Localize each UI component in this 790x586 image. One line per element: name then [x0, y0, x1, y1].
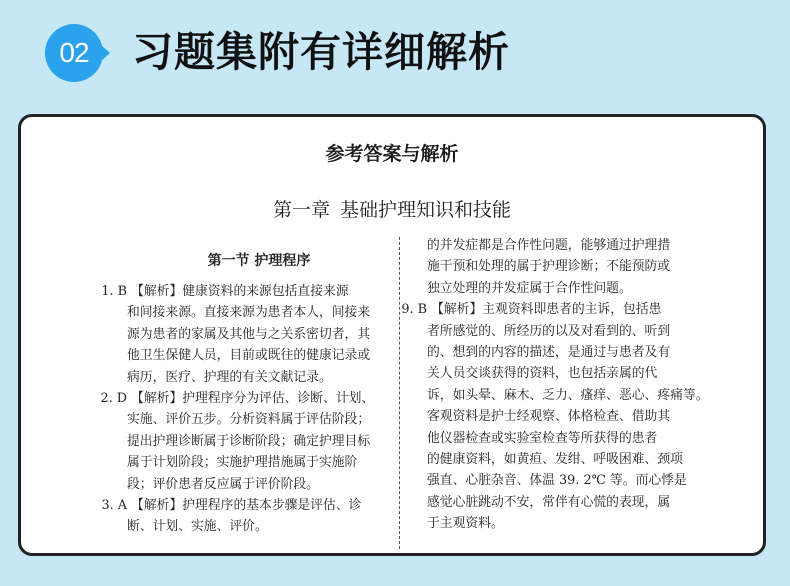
line-text: 和间接来源。直接来源为患者本人，间接来 — [127, 305, 371, 321]
line-text: 的并发症都是合作性问题，能够通过护理措 — [427, 238, 671, 253]
text-line — [401, 321, 701, 342]
text-line — [101, 281, 397, 302]
line-text: 断、计划、实施、评价。 — [127, 519, 268, 535]
line-text: 属于计划阶段；实施护理措施属于实施阶 — [127, 455, 358, 471]
line-text: 提出护理诊断属于诊断阶段；确定护理目标 — [127, 433, 371, 449]
line-text: 病历，医疗、护理的有关文献记录。 — [127, 369, 332, 385]
text-line — [401, 235, 701, 256]
text-line — [401, 363, 701, 384]
line-text: 【解析】护理程序的基本步骤是评估、诊 — [127, 497, 362, 513]
right-column-lines — [401, 235, 709, 534]
line-text: 施干预和处理的属于护理诊断；不能预防或 — [427, 259, 671, 275]
answer-number: 1. B — [101, 284, 127, 299]
text-line — [101, 452, 397, 473]
line-text: 感觉心脏跳动不安，常伴有心慌的表现，属 — [427, 494, 671, 510]
line-text: 段；评价患者反应属于评价阶段。 — [127, 476, 319, 492]
line-text: 独立处理的并发症属于合作性问题。 — [427, 280, 632, 296]
text-line — [101, 302, 397, 323]
line-text: 【解析】护理程序分为评估、诊断、计划、 — [127, 390, 375, 406]
text-line — [101, 409, 397, 430]
text-line — [401, 385, 709, 406]
text-line — [401, 342, 701, 363]
text-line — [401, 406, 701, 427]
text-line — [101, 388, 397, 409]
right-column — [401, 235, 709, 534]
line-text: 诉，如头晕、麻木、乏力、瘙痒、恶心、疼痛等。 — [427, 387, 709, 403]
text-line — [401, 428, 701, 449]
left-column — [101, 241, 397, 538]
text-line — [101, 345, 397, 366]
section-number-badge — [45, 24, 103, 82]
answer-number: 9. B — [401, 302, 427, 318]
line-text: 强直、心脏杂音、体温 39. 2℃ 等。而心悸是 — [427, 473, 687, 489]
text-line — [401, 299, 701, 320]
left-column-lines — [101, 281, 397, 538]
text-line — [101, 516, 397, 537]
text-line — [101, 367, 397, 388]
page-title: 习题集附有详细解析 — [132, 28, 510, 76]
text-line — [401, 256, 701, 277]
line-text: 源为患者的家属及其他与之关系密切者，其 — [127, 326, 371, 342]
text-line — [101, 474, 397, 495]
line-text: 实施、评价五步。分析资料属于评估阶段； — [127, 412, 371, 428]
document-card — [18, 114, 766, 556]
column-divider — [399, 237, 400, 549]
line-text: 他仪器检查或实验室检查等所获得的患者 — [427, 430, 658, 446]
line-text: 的、想到的内容的描述，是通过与患者及有 — [427, 344, 671, 360]
text-line — [401, 449, 701, 470]
text-line — [101, 324, 397, 345]
document-title: 参考答案与解析 — [325, 143, 459, 165]
line-text: 者所感觉的、所经历的以及对看到的、听到 — [427, 323, 671, 339]
answer-number: 3. A — [101, 497, 127, 513]
line-text: 他卫生保健人员，目前或既往的健康记录或 — [127, 348, 371, 364]
answer-number: 2. D — [100, 390, 127, 406]
line-text: 关人员交谈获得的资料，也包括亲属的代 — [427, 366, 658, 382]
section-heading: 第一节 护理程序 — [207, 253, 311, 269]
badge-number: 02 — [45, 24, 103, 82]
text-line — [401, 278, 701, 299]
text-line — [401, 513, 701, 534]
line-text: 客观资料是护士经观察、体格检查、借助其 — [427, 409, 671, 425]
text-line — [101, 431, 397, 452]
text-line — [101, 495, 397, 516]
badge-arrow-icon — [101, 45, 110, 61]
chapter-title: 第一章 基础护理知识和技能 — [272, 199, 512, 221]
text-line — [401, 470, 701, 491]
line-text: 的健康资料，如黄疸、发绀、呼吸困难、颈项 — [427, 451, 683, 467]
line-text: 【解析】主观资料即患者的主诉，包括患 — [427, 302, 662, 318]
line-text: 【解析】健康资料的来源包括直接来源 — [127, 284, 349, 299]
line-text: 于主观资料。 — [427, 516, 504, 532]
text-line — [401, 492, 701, 513]
